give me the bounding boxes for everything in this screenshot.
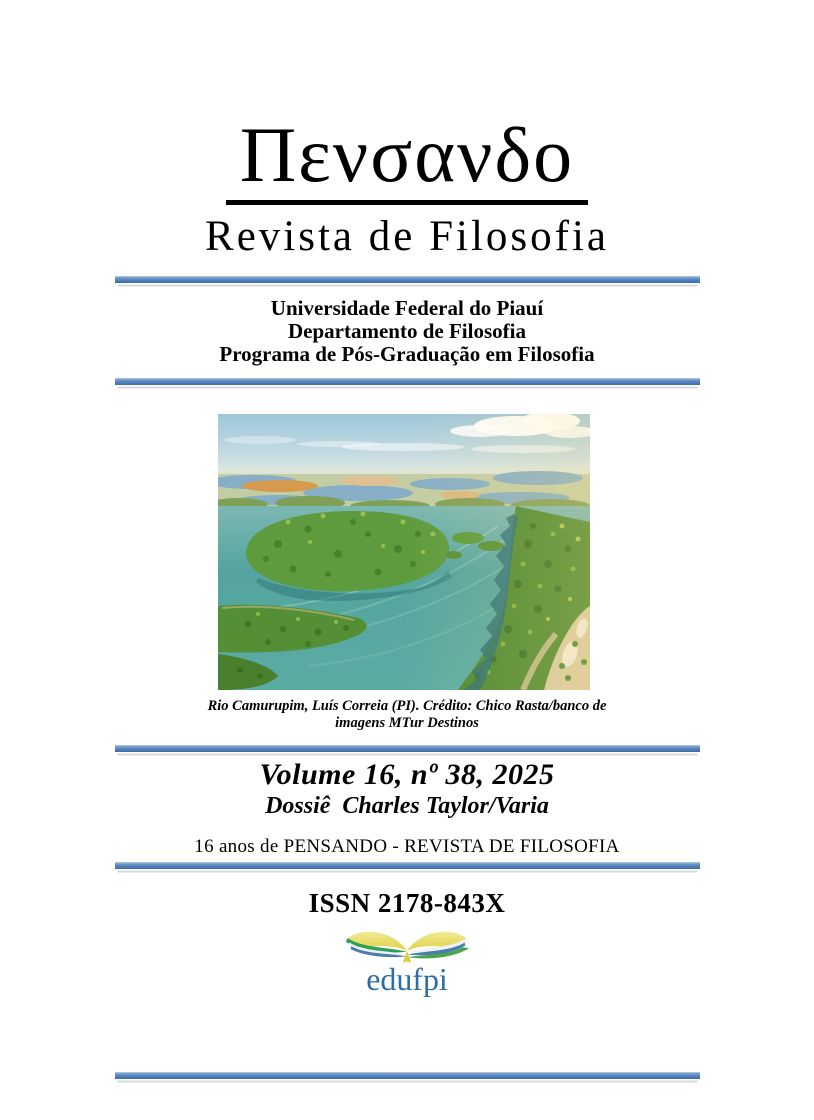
divider-rule-under-institution	[115, 378, 700, 385]
journal-title-greek: Πενσανδο	[226, 112, 588, 205]
edufpi-logo-text: edufpi	[366, 962, 448, 998]
institution-block	[0, 297, 814, 366]
photo-caption	[0, 698, 814, 732]
journal-subtitle: Revista de Filosofia	[205, 213, 609, 260]
divider-rule-top	[115, 276, 700, 283]
publisher-logo	[332, 918, 482, 1002]
photo-caption-line-2: imagens MTur Destinos	[335, 715, 479, 731]
sunlight-overlay	[218, 414, 590, 690]
issue-volume-line: Volume 16, nº 38, 2025	[259, 758, 555, 791]
issn-line: ISSN 2178-843X	[308, 888, 506, 918]
journal-title	[0, 112, 814, 205]
book-icon	[346, 932, 469, 964]
divider-rule-bottom	[115, 1072, 700, 1079]
divider-rule-under-caption	[115, 745, 700, 752]
institution-line-department: Departamento de Filosofia	[288, 319, 526, 343]
institution-line-program: Programa de Pós-Graduação em Filosofia	[219, 342, 595, 366]
institution-line-university: Universidade Federal do Piauí	[270, 296, 544, 320]
edufpi-open-book-logo	[332, 918, 482, 1002]
issue-dossier-line: Dossiê Charles Taylor/Varia	[265, 793, 549, 819]
photo-caption-line-1: Rio Camurupim, Luís Correia (PI). Crédito: Chico Rasta/banco de	[207, 698, 607, 714]
issue-anniversary-line: 16 anos de PENSANDO - REVISTA DE FILOSOFIA	[194, 836, 620, 857]
divider-rule-under-anniversary	[115, 862, 700, 869]
river-aerial-photo-illustration	[218, 414, 590, 690]
cover-photo	[218, 414, 590, 690]
